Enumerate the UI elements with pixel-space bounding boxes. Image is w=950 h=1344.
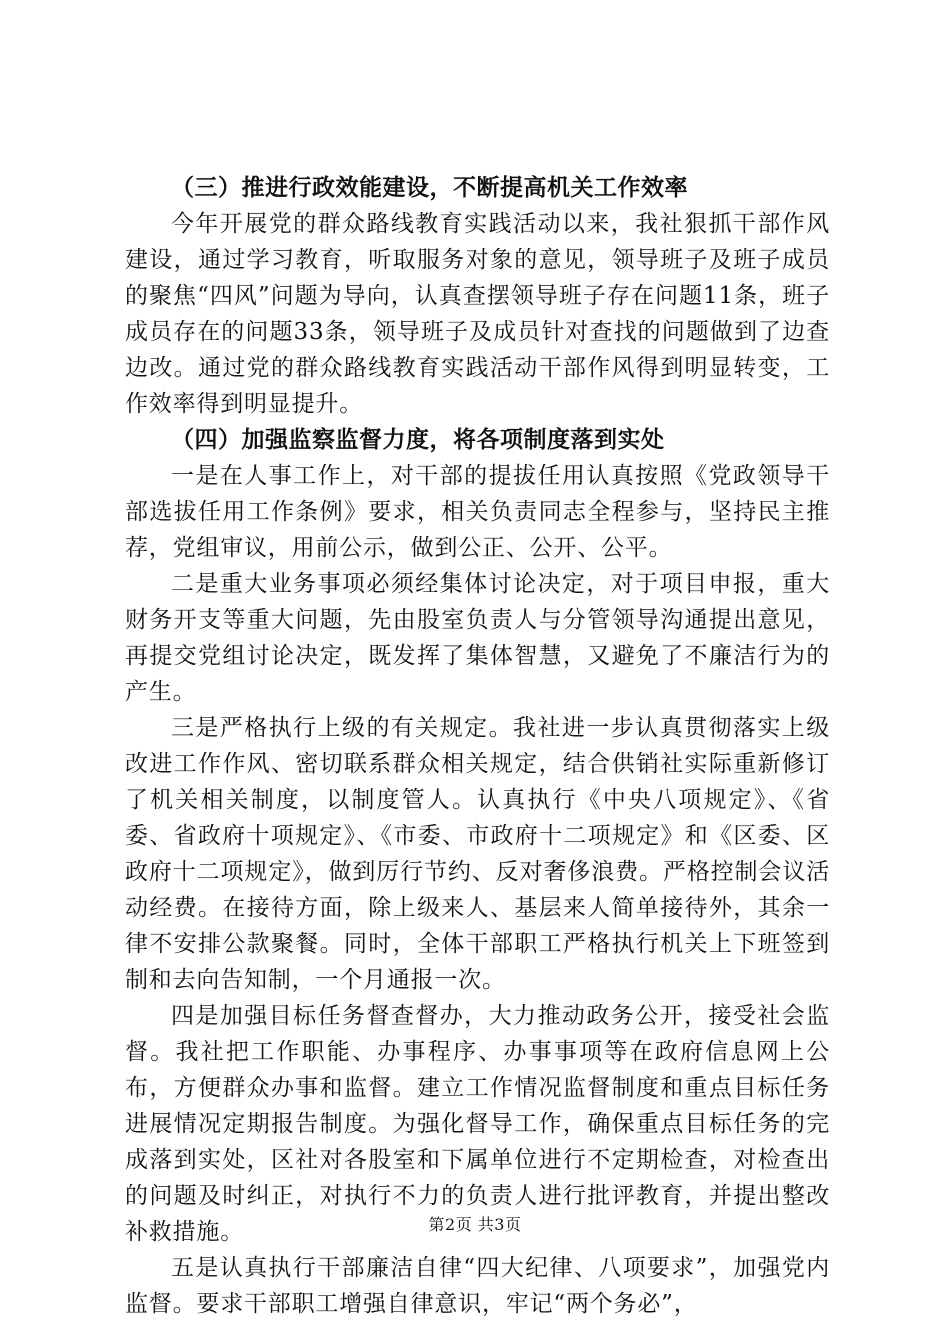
paragraph: 五是认真执行干部廉洁自律“四大纪律、八项要求”，加强党内监督。要求干部职工增强自律意识，牢记“两个务必”， (125, 1255, 830, 1317)
document-body (125, 170, 830, 1322)
paragraph: 四是加强目标任务督查督办，大力推动政务公开，接受社会监督。我社把工作职能、办事程序、办事事项等在政府信息网上公布，方便群众办事和监督。建立工作情况监督制度和重点目标任务进展情况定期报告制度。为强化督导工作，确保重点目标任务的完成落到实处，区社对各股室和下属单位进行不定期检查，对检查出的问题及时纠正，对执行不力的负责人进行批评教育，并提出整改补救措施。 (125, 1003, 830, 1245)
paragraph: 今年开展党的群众路线教育实践活动以来，我社狠抓干部作风建设，通过学习教育，听取服务对象的意见，领导班子及班子成员的聚焦“四风”问题为导向，认真查摆领导班子存在问题11条，班子成员存在的问题33条，领导班子及成员针对查找的问题做到了边查边改。通过党的群众路线教育实践活动干部作风得到明显转变，工作效率得到明显提升。 (125, 211, 830, 417)
paragraph: 二是重大业务事项必须经集体讨论决定，对于项目申报，重大财务开支等重大问题，先由股室负责人与分管领导沟通提出意见，再提交党组讨论决定，既发挥了集体智慧，又避免了不廉洁行为的产生。 (125, 571, 830, 705)
page-footer: 第2页 共3页 (428, 1215, 522, 1234)
section-heading-4: （四）加强监察监督力度，将各项制度落到实处 (171, 426, 665, 453)
paragraph: 三是严格执行上级的有关规定。我社进一步认真贯彻落实上级改进工作作风、密切联系群众相关规定，结合供销社实际重新修订了机关相关制度，以制度管人。认真执行《中央八项规定》、《省委、省政府十项规定》、《市委、市政府十二项规定》和《区委、区政府十二项规定》，做到厉行节约、反对奢侈浪费。严格控制会议活动经费。在接待方面，除上级来人、基层来人简单接待外，其余一律不安排公款聚餐。同时，全体干部职工严格执行机关上下班签到制和去向告知制，一个月通报一次。 (125, 715, 830, 993)
section-heading-3: （三）推进行政效能建设，不断提高机关工作效率 (171, 174, 688, 201)
paragraph: 一是在人事工作上，对干部的提拔任用认真按照《党政领导干部选拔任用工作条例》要求，相关负责同志全程参与，坚持民主推荐，党组审议，用前公示，做到公正、公开、公平。 (125, 463, 830, 561)
